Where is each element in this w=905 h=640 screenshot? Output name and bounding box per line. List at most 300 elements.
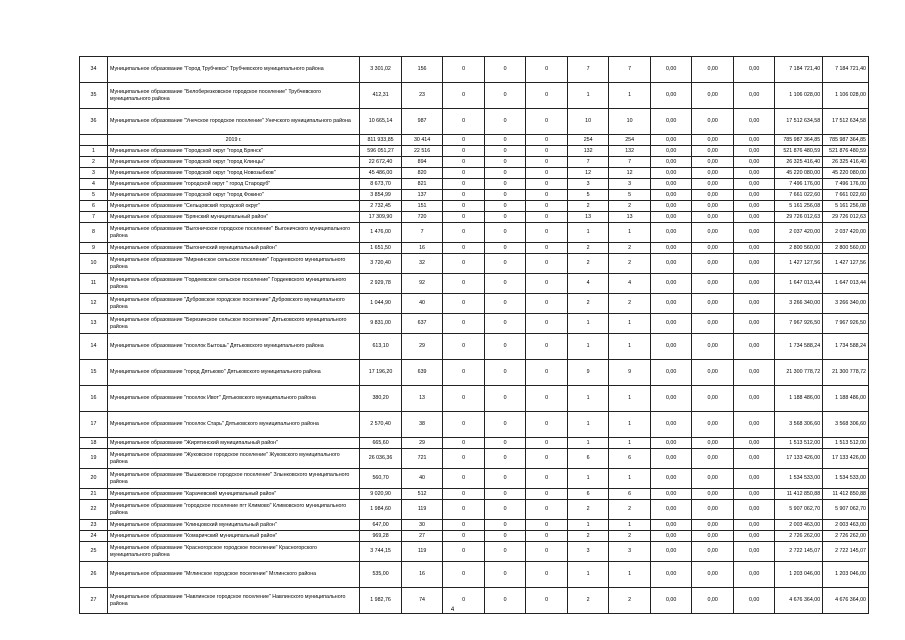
cost-cell: 1 513 512,00 xyxy=(823,438,869,449)
row-number: 26 xyxy=(80,562,108,588)
residents-count: 7 xyxy=(401,223,443,243)
municipality-name: Муниципальное образование "Выгоничское городское поселение" Выгоничского муниципального района xyxy=(108,223,360,243)
value-cell: 6 xyxy=(609,449,651,469)
value-cell: 1 xyxy=(609,386,651,412)
cost-cell: 521 876 480,59 xyxy=(823,146,869,157)
value-cell: 0 xyxy=(526,83,568,109)
value-cell: 0 xyxy=(484,386,526,412)
total-area: 9 020,90 xyxy=(360,489,402,500)
value-cell: 0,00 xyxy=(692,334,734,360)
cost-cell: 1 647 013,44 xyxy=(775,274,823,294)
value-cell: 0 xyxy=(526,179,568,190)
value-cell: 2 xyxy=(609,294,651,314)
value-cell: 0,00 xyxy=(692,223,734,243)
value-cell: 4 xyxy=(567,274,609,294)
municipality-name: Муниципальное образование "Жуковское городское поселение" Жуковского муниципального района xyxy=(108,449,360,469)
row-number: 21 xyxy=(80,489,108,500)
value-cell: 0 xyxy=(526,489,568,500)
value-cell: 0 xyxy=(484,243,526,254)
cost-cell: 1 734 588,24 xyxy=(775,334,823,360)
cost-cell: 5 907 062,70 xyxy=(775,500,823,520)
row-number: 22 xyxy=(80,500,108,520)
municipality-name: Муниципальное образование "Мирнинское сельское поселение" Гордеевского муниципального района xyxy=(108,254,360,274)
value-cell: 0 xyxy=(484,294,526,314)
value-cell: 3 xyxy=(609,542,651,562)
value-cell: 0 xyxy=(443,294,485,314)
cost-cell: 7 496 176,00 xyxy=(823,179,869,190)
value-cell: 0,00 xyxy=(692,386,734,412)
value-cell: 0,00 xyxy=(733,109,775,135)
cost-cell: 1 106 028,00 xyxy=(823,83,869,109)
value-cell: 0,00 xyxy=(650,146,692,157)
total-area: 596 051,27 xyxy=(360,146,402,157)
municipality-name: Муниципальное образование "Карачевский муниципальный район" xyxy=(108,489,360,500)
cost-cell: 521 876 480,59 xyxy=(775,146,823,157)
table-row xyxy=(80,542,869,562)
cost-cell: 3 568 306,60 xyxy=(823,412,869,438)
value-cell: 0 xyxy=(526,334,568,360)
table-body xyxy=(80,57,869,614)
value-cell: 0 xyxy=(443,109,485,135)
municipality-name: Муниципальное образование "городской округ " город Стародуб" xyxy=(108,179,360,190)
value-cell: 0,00 xyxy=(733,168,775,179)
residents-count: 30 xyxy=(401,520,443,531)
value-cell: 0,00 xyxy=(692,190,734,201)
residents-count: 119 xyxy=(401,500,443,520)
cost-cell: 5 907 062,70 xyxy=(823,500,869,520)
residents-count: 137 xyxy=(401,190,443,201)
value-cell: 0,00 xyxy=(650,168,692,179)
row-number: 3 xyxy=(80,168,108,179)
table-row xyxy=(80,489,869,500)
total-area: 10 665,14 xyxy=(360,109,402,135)
value-cell: 0 xyxy=(443,520,485,531)
value-cell: 13 xyxy=(567,212,609,223)
value-cell: 0,00 xyxy=(692,520,734,531)
cost-cell: 7 184 721,40 xyxy=(823,57,869,83)
cost-cell: 7 967 926,50 xyxy=(823,314,869,334)
value-cell: 0 xyxy=(484,500,526,520)
residents-count: 16 xyxy=(401,243,443,254)
value-cell: 0,00 xyxy=(733,449,775,469)
value-cell: 0,00 xyxy=(650,243,692,254)
value-cell: 0,00 xyxy=(692,531,734,542)
value-cell: 0,00 xyxy=(692,449,734,469)
cost-cell: 785 987 364,85 xyxy=(775,135,823,146)
value-cell: 2 xyxy=(567,243,609,254)
cost-cell: 1 188 486,00 xyxy=(775,386,823,412)
row-number: 2 xyxy=(80,157,108,168)
residents-count: 721 xyxy=(401,449,443,469)
value-cell: 0,00 xyxy=(733,190,775,201)
value-cell: 0 xyxy=(443,360,485,386)
value-cell: 0,00 xyxy=(692,57,734,83)
value-cell: 0,00 xyxy=(692,438,734,449)
cost-cell: 2 800 560,00 xyxy=(775,243,823,254)
table-row xyxy=(80,254,869,274)
residents-count: 29 xyxy=(401,438,443,449)
row-number: 19 xyxy=(80,449,108,469)
municipality-name: Муниципальное образование "Городской округ "город Новозыбков" xyxy=(108,168,360,179)
cost-cell: 7 661 022,60 xyxy=(775,190,823,201)
value-cell: 1 xyxy=(609,520,651,531)
value-cell: 0 xyxy=(526,449,568,469)
table-row xyxy=(80,190,869,201)
value-cell: 0 xyxy=(526,412,568,438)
value-cell: 0 xyxy=(443,201,485,212)
cost-cell: 1 427 127,56 xyxy=(823,254,869,274)
row-number: 27 xyxy=(80,588,108,614)
total-area: 1 044,90 xyxy=(360,294,402,314)
value-cell: 2 xyxy=(609,243,651,254)
value-cell: 2 xyxy=(609,201,651,212)
value-cell: 0 xyxy=(443,57,485,83)
value-cell: 0 xyxy=(484,135,526,146)
table-row xyxy=(80,135,869,146)
table-row xyxy=(80,243,869,254)
value-cell: 0,00 xyxy=(650,542,692,562)
value-cell: 0 xyxy=(443,542,485,562)
value-cell: 0 xyxy=(484,212,526,223)
value-cell: 0,00 xyxy=(650,469,692,489)
cost-cell: 5 161 256,08 xyxy=(823,201,869,212)
value-cell: 0 xyxy=(526,212,568,223)
value-cell: 3 xyxy=(567,179,609,190)
value-cell: 0 xyxy=(526,190,568,201)
value-cell: 10 xyxy=(609,109,651,135)
row-number: 5 xyxy=(80,190,108,201)
page-number: 4 xyxy=(450,607,455,613)
value-cell: 0 xyxy=(526,588,568,614)
value-cell: 2 xyxy=(609,500,651,520)
total-area: 2 929,78 xyxy=(360,274,402,294)
value-cell: 0 xyxy=(443,146,485,157)
value-cell: 0,00 xyxy=(650,274,692,294)
value-cell: 0,00 xyxy=(650,386,692,412)
residents-count: 821 xyxy=(401,179,443,190)
cost-cell: 1 534 533,00 xyxy=(775,469,823,489)
value-cell: 1 xyxy=(567,314,609,334)
municipality-name: Муниципальное образование "поселок Бытошь" Дятьковского муниципального района xyxy=(108,334,360,360)
value-cell: 0,00 xyxy=(733,83,775,109)
value-cell: 0,00 xyxy=(692,109,734,135)
value-cell: 0,00 xyxy=(733,520,775,531)
municipality-name: Муниципальное образование "поселок Ивот" Дятьковского муниципального района xyxy=(108,386,360,412)
value-cell: 0,00 xyxy=(650,520,692,531)
value-cell: 0 xyxy=(443,438,485,449)
value-cell: 5 xyxy=(609,190,651,201)
residents-count: 32 xyxy=(401,254,443,274)
value-cell: 0 xyxy=(526,360,568,386)
value-cell: 1 xyxy=(567,83,609,109)
value-cell: 0,00 xyxy=(692,314,734,334)
table-row xyxy=(80,157,869,168)
value-cell: 0 xyxy=(443,500,485,520)
municipality-name: Муниципальное образование "Городской округ "город Брянск" xyxy=(108,146,360,157)
value-cell: 1 xyxy=(609,223,651,243)
value-cell: 1 xyxy=(609,562,651,588)
value-cell: 9 xyxy=(609,360,651,386)
value-cell: 0,00 xyxy=(692,201,734,212)
value-cell: 1 xyxy=(567,469,609,489)
value-cell: 0,00 xyxy=(733,274,775,294)
value-cell: 0,00 xyxy=(733,135,775,146)
residents-count: 16 xyxy=(401,562,443,588)
value-cell: 0 xyxy=(526,274,568,294)
value-cell: 0,00 xyxy=(692,83,734,109)
value-cell: 0,00 xyxy=(692,360,734,386)
value-cell: 0,00 xyxy=(650,254,692,274)
cost-cell: 21 300 778,72 xyxy=(823,360,869,386)
cost-cell: 4 676 364,00 xyxy=(823,588,869,614)
municipality-name: Муниципальное образование "Город Трубчевск" Трубчевского муниципального района xyxy=(108,57,360,83)
value-cell: 0 xyxy=(526,109,568,135)
value-cell: 6 xyxy=(567,449,609,469)
value-cell: 0 xyxy=(443,314,485,334)
value-cell: 0,00 xyxy=(733,212,775,223)
value-cell: 0 xyxy=(484,223,526,243)
total-area: 1 476,00 xyxy=(360,223,402,243)
value-cell: 0 xyxy=(526,135,568,146)
cost-cell: 7 184 721,40 xyxy=(775,57,823,83)
value-cell: 0 xyxy=(443,531,485,542)
value-cell: 0,00 xyxy=(650,449,692,469)
residents-count: 40 xyxy=(401,469,443,489)
value-cell: 0,00 xyxy=(692,254,734,274)
value-cell: 0 xyxy=(443,412,485,438)
value-cell: 0,00 xyxy=(650,412,692,438)
value-cell: 0 xyxy=(526,223,568,243)
municipality-name: Муниципальное образование "Красногорское городское поселение" Красногорского муниципального района xyxy=(108,542,360,562)
municipality-name: Муниципальное образование "Гордеевское сельское поселение" Гордеевского муниципального района xyxy=(108,274,360,294)
total-area: 17 196,20 xyxy=(360,360,402,386)
value-cell: 0,00 xyxy=(733,500,775,520)
table-row xyxy=(80,314,869,334)
value-cell: 0 xyxy=(484,542,526,562)
value-cell: 0,00 xyxy=(733,489,775,500)
value-cell: 0,00 xyxy=(692,157,734,168)
value-cell: 1 xyxy=(567,386,609,412)
total-area: 3 720,40 xyxy=(360,254,402,274)
cost-cell: 1 734 588,24 xyxy=(823,334,869,360)
value-cell: 0 xyxy=(484,157,526,168)
municipality-name: Муниципальное образование "Унечское городское поселение" Унечского муниципального района xyxy=(108,109,360,135)
cost-cell: 45 220 080,00 xyxy=(823,168,869,179)
value-cell: 0,00 xyxy=(733,412,775,438)
value-cell: 7 xyxy=(567,157,609,168)
municipality-name: Муниципальное образование "Брянский муниципальный район" xyxy=(108,212,360,223)
value-cell: 0 xyxy=(484,531,526,542)
total-area: 811 933,85 xyxy=(360,135,402,146)
cost-cell: 3 266 340,00 xyxy=(775,294,823,314)
value-cell: 0 xyxy=(526,168,568,179)
value-cell: 0 xyxy=(484,201,526,212)
cost-cell: 1 188 486,00 xyxy=(823,386,869,412)
cost-cell: 2 722 145,07 xyxy=(823,542,869,562)
value-cell: 0 xyxy=(526,542,568,562)
cost-cell: 1 427 127,56 xyxy=(775,254,823,274)
value-cell: 0,00 xyxy=(692,412,734,438)
value-cell: 0 xyxy=(484,146,526,157)
value-cell: 254 xyxy=(567,135,609,146)
table-row xyxy=(80,531,869,542)
residents-count: 151 xyxy=(401,201,443,212)
municipality-name: Муниципальное образование "Мглинское городское поселение" Мглинского района xyxy=(108,562,360,588)
row-number: 24 xyxy=(80,531,108,542)
value-cell: 2 xyxy=(567,254,609,274)
value-cell: 0,00 xyxy=(733,588,775,614)
residents-count: 40 xyxy=(401,294,443,314)
cost-cell: 7 967 926,50 xyxy=(775,314,823,334)
row-number xyxy=(80,135,108,146)
table-row xyxy=(80,386,869,412)
value-cell: 6 xyxy=(567,489,609,500)
value-cell: 0 xyxy=(443,562,485,588)
value-cell: 0,00 xyxy=(692,542,734,562)
value-cell: 2 xyxy=(567,531,609,542)
value-cell: 0,00 xyxy=(733,314,775,334)
cost-cell: 11 412 850,88 xyxy=(823,489,869,500)
residents-count: 30 414 xyxy=(401,135,443,146)
row-number: 10 xyxy=(80,254,108,274)
table-row xyxy=(80,212,869,223)
value-cell: 0 xyxy=(526,201,568,212)
value-cell: 0,00 xyxy=(650,135,692,146)
value-cell: 0 xyxy=(484,168,526,179)
cost-cell: 2 037 420,00 xyxy=(823,223,869,243)
residents-count: 119 xyxy=(401,542,443,562)
value-cell: 254 xyxy=(609,135,651,146)
table-row xyxy=(80,294,869,314)
table-row xyxy=(80,520,869,531)
value-cell: 0 xyxy=(443,212,485,223)
value-cell: 0,00 xyxy=(650,190,692,201)
cost-cell: 17 133 426,00 xyxy=(775,449,823,469)
value-cell: 0 xyxy=(526,314,568,334)
value-cell: 0 xyxy=(484,314,526,334)
value-cell: 0 xyxy=(443,254,485,274)
residents-count: 637 xyxy=(401,314,443,334)
value-cell: 0,00 xyxy=(650,438,692,449)
value-cell: 0,00 xyxy=(733,294,775,314)
value-cell: 9 xyxy=(567,360,609,386)
value-cell: 0 xyxy=(484,360,526,386)
value-cell: 0 xyxy=(443,168,485,179)
value-cell: 1 xyxy=(567,438,609,449)
row-number: 23 xyxy=(80,520,108,531)
value-cell: 0 xyxy=(484,274,526,294)
value-cell: 1 xyxy=(609,469,651,489)
row-number: 15 xyxy=(80,360,108,386)
value-cell: 0,00 xyxy=(692,179,734,190)
cost-cell: 2 726 262,00 xyxy=(775,531,823,542)
cost-cell: 2 722 145,07 xyxy=(775,542,823,562)
value-cell: 13 xyxy=(609,212,651,223)
municipality-name: Муниципальное образование "Комаричский муниципальный район" xyxy=(108,531,360,542)
value-cell: 0 xyxy=(526,157,568,168)
value-cell: 0 xyxy=(484,254,526,274)
value-cell: 0,00 xyxy=(733,223,775,243)
value-cell: 1 xyxy=(567,334,609,360)
value-cell: 0 xyxy=(443,157,485,168)
value-cell: 0 xyxy=(484,588,526,614)
value-cell: 0 xyxy=(443,386,485,412)
value-cell: 0 xyxy=(443,243,485,254)
table-row xyxy=(80,562,869,588)
value-cell: 0,00 xyxy=(650,57,692,83)
total-area: 22 672,40 xyxy=(360,157,402,168)
value-cell: 1 xyxy=(609,438,651,449)
value-cell: 0,00 xyxy=(733,243,775,254)
residents-count: 720 xyxy=(401,212,443,223)
value-cell: 132 xyxy=(609,146,651,157)
residents-count: 512 xyxy=(401,489,443,500)
value-cell: 0,00 xyxy=(692,168,734,179)
table-row xyxy=(80,179,869,190)
total-area: 535,00 xyxy=(360,562,402,588)
value-cell: 0 xyxy=(526,294,568,314)
municipality-name: Муниципальное образование "Сельцовский городской округ" xyxy=(108,201,360,212)
cost-cell: 11 412 850,88 xyxy=(775,489,823,500)
municipality-name: Муниципальное образование "Навлинское городское поселение" Навлинского муниципального района xyxy=(108,588,360,614)
value-cell: 1 xyxy=(609,334,651,360)
cost-cell: 29 726 012,63 xyxy=(775,212,823,223)
value-cell: 0,00 xyxy=(692,146,734,157)
value-cell: 0 xyxy=(526,531,568,542)
value-cell: 0,00 xyxy=(650,531,692,542)
value-cell: 0,00 xyxy=(692,562,734,588)
total-area: 3 854,99 xyxy=(360,190,402,201)
value-cell: 0 xyxy=(484,562,526,588)
cost-cell: 1 203 046,00 xyxy=(775,562,823,588)
value-cell: 0,00 xyxy=(650,294,692,314)
total-area: 17 309,90 xyxy=(360,212,402,223)
value-cell: 0,00 xyxy=(650,562,692,588)
value-cell: 1 xyxy=(609,314,651,334)
value-cell: 7 xyxy=(567,57,609,83)
value-cell: 0,00 xyxy=(692,294,734,314)
cost-cell: 29 726 012,63 xyxy=(823,212,869,223)
value-cell: 0,00 xyxy=(650,83,692,109)
value-cell: 0 xyxy=(484,489,526,500)
value-cell: 0 xyxy=(526,57,568,83)
municipality-name: Муниципальное образование "городское поселение пгт Климово" Климовского муниципального района xyxy=(108,500,360,520)
total-area: 969,28 xyxy=(360,531,402,542)
value-cell: 0,00 xyxy=(650,109,692,135)
value-cell: 0 xyxy=(443,489,485,500)
value-cell: 1 xyxy=(567,223,609,243)
value-cell: 0,00 xyxy=(650,201,692,212)
value-cell: 0 xyxy=(526,520,568,531)
value-cell: 2 xyxy=(567,201,609,212)
cost-cell: 45 220 080,00 xyxy=(775,168,823,179)
value-cell: 5 xyxy=(567,190,609,201)
value-cell: 0 xyxy=(526,146,568,157)
value-cell: 1 xyxy=(567,520,609,531)
value-cell: 0,00 xyxy=(650,588,692,614)
residents-count: 156 xyxy=(401,57,443,83)
cost-cell: 2 037 420,00 xyxy=(775,223,823,243)
value-cell: 0 xyxy=(526,469,568,489)
cost-cell: 1 534 533,00 xyxy=(823,469,869,489)
total-area: 412,31 xyxy=(360,83,402,109)
residents-count: 820 xyxy=(401,168,443,179)
value-cell: 7 xyxy=(609,57,651,83)
value-cell: 0,00 xyxy=(692,489,734,500)
municipality-name: 2019 г. xyxy=(108,135,360,146)
value-cell: 0,00 xyxy=(650,314,692,334)
value-cell: 0,00 xyxy=(733,254,775,274)
